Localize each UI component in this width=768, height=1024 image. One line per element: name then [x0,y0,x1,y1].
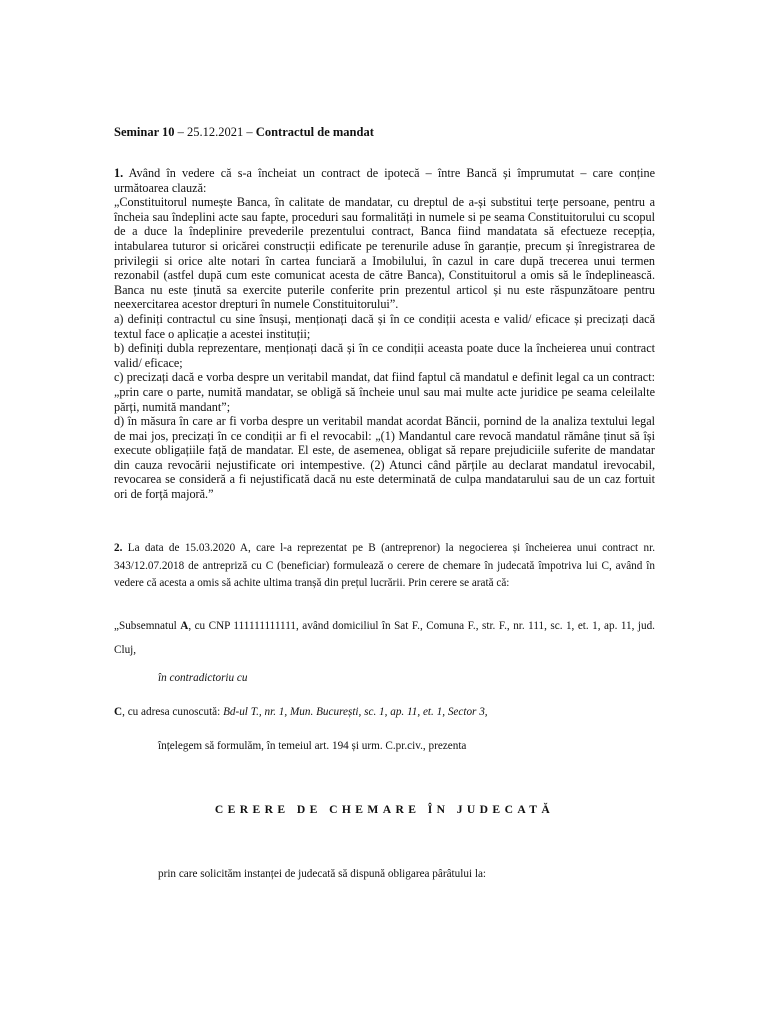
claimant-paragraph [114,614,655,662]
question-b: b) definiți dubla reprezentare, menționați dacă și în ce condiții aceasta poate duce la încheierea unui contract valid/ eficace; [114,341,655,370]
heading-dash-1: – [174,125,188,139]
seminar-label: Seminar 10 [114,125,175,139]
question-c: c) precizați dacă e vorba despre un veritabil mandat, dat fiind faptul că mandatul e definit legal ca un contract: „prin care o parte, numită mandatar, se obligă să încheie unul sau mai multe acte juridice pe seama celeilalte părți, numită mandant”; [114,370,655,414]
page-heading [114,124,374,140]
contract-clause: „Constituitorul numește Banca, în calitate de mandatar, cu dreptul de a-și substitui terțe persoane, pentru a încheia sau îndeplini acte sau fapte, proceduri sau formalități in numele si pe seama Constituitorului cu scopul de a duce la îndeplinire prevederile prezentului contract, Banca fiind mandatata să efectueze recepția, intabularea tuturor si oricărei construcții edificate pe terenurile aduse în garanție, precum și înregistrarea de privilegii si orice alte notari în cartea funciară a Imobilului, în cazul in care după trecerea unui termen rezonabil (astfel după cum este comunicat acesta de către Banca), Constituitorul a omis să le îndeplinească. Banca nu este ținută sa exercite puterile conferite prin prezentul articol și nu este răspunzătoare pentru neexercitarea acestor drepturi în numele Constituitorului”. [114,195,655,312]
exercise-1-intro-text: Având în vedere că s-a încheiat un contract de ipotecă – între Bancă și împrumutat – care conține următoarea clauză: [114,166,655,195]
question-d: d) în măsura în care ar fi vorba despre un veritabil mandat acordat Băncii, pornind de la analiza textului legal de mai jos, precizați în ce condiții ar fi el revocabil: „(1) Mandantul care revocă mandatul rămâne ținut să își execute obligațiile față de mandatar. El este, de asemenea, obligat să repare prejudiciile suferite de mandatar din cauza revocării nejustificate ori intempestive. (2) Atunci când părțile au declarat mandatul irevocabil, revocarea se consideră a fi nejustificată dacă nu este determinată de culpa mandatarului sau de un caz fortuit ori de forță majoră.” [114,414,655,502]
exercise-2-number: 2. [114,542,123,554]
exercise-1-intro [114,166,655,195]
seminar-date: 25.12.2021 [187,125,244,139]
exercise-1 [114,166,655,502]
request-line: prin care solicităm instanței de judecată să dispună obligarea pârâtului la: [158,868,487,880]
defendant-address: Bd-ul T., nr. 1, Mun. București, sc. 1, ap. 11, et. 1, Sector 3, [223,706,488,718]
exercise-1-number: 1. [114,166,124,180]
defendant-line [114,704,488,722]
seminar-topic: Contractul de mandat [255,125,374,139]
claimant-name: A [180,620,189,632]
claimant-details: , cu CNP 111111111111, având domiciliul în Sat F., Comuna F., str. F., nr. 111, sc. 1, et. 1, ap. 11, jud. Cluj, [114,620,655,656]
question-a: a) definiți contractul cu sine însuși, menționați dacă și în ce condiții acesta e valid/ eficace și precizați dacă textul face o aplicație a acestei instituții; [114,311,655,341]
legal-basis-line: înțelegem să formulăm, în temeiul art. 194 și urm. C.pr.civ., prezenta [158,740,467,752]
claimant-prefix: „Subsemnatul [114,620,181,632]
contradictoriu-line [158,670,248,688]
document-title: CERERE DE CHEMARE ÎN JUDECATĂ [214,803,555,816]
exercise-2-intro-text: La data de 15.03.2020 A, care l-a reprezentat pe B (antreprenor) la negocierea și încheierea unui contract nr. 343/12.07.2018 de antrepriză cu C (beneficiar) formulează o cerere de chemare în judecată împotriva lui C, având în vedere că acesta a omis să achite ultima tranșă din prețul lucrării. Prin cerere se arată că: [114,542,655,589]
defendant-name: C [114,706,123,718]
heading-dash-2: – [243,125,256,139]
exercise-2 [114,540,655,593]
defendant-address-label: , cu adresa cunoscută: [122,706,224,718]
contradictoriu-text: în contradictoriu cu [158,672,248,684]
exercise-2-intro [114,540,655,593]
